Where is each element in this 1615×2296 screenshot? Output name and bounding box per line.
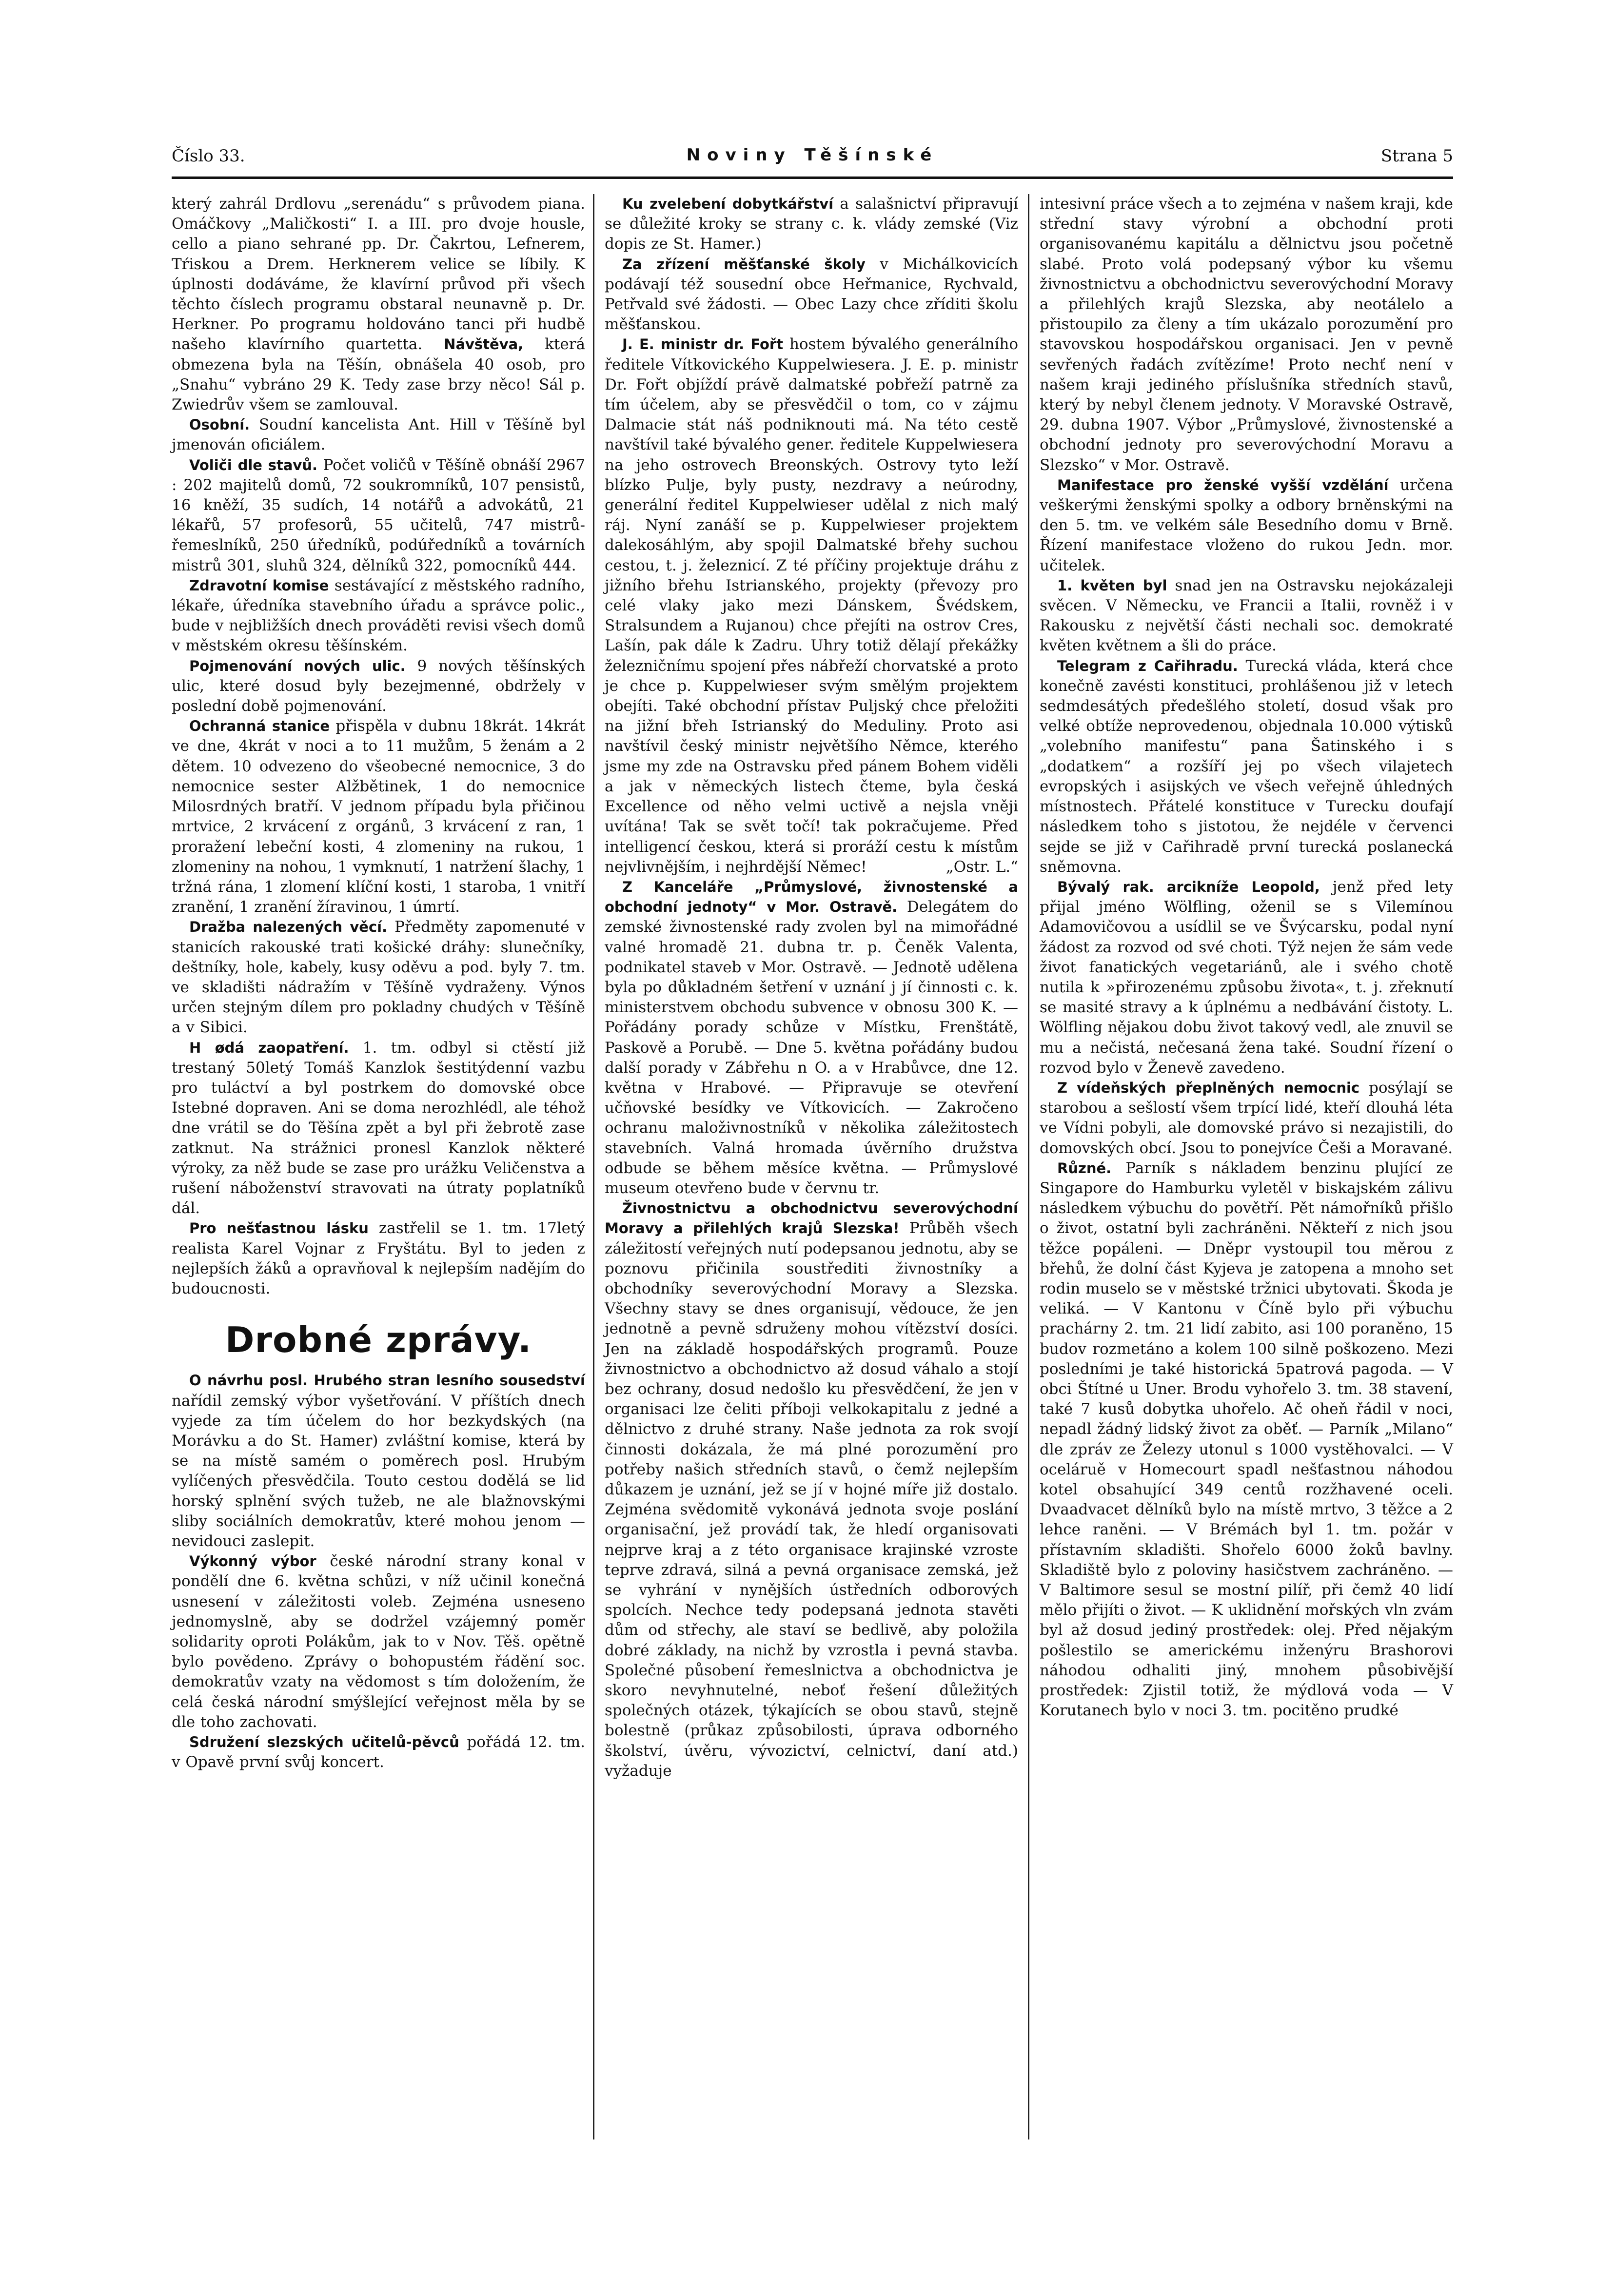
column-2 (605, 194, 1018, 2154)
article-paragraph: Bývalý rak. arcikníže Leopold, jenž před lety přijal jméno Wölfling, oženil se s Vilemínou Adamovičovou a usídlil se ve Švýcarsku, podal nyní žádost za rozvod od své choti. Týž nejen že sám vede život fanatických vegetariánů, ale i svého chotě nutila k »přirozenému způsobu života«, t. j. zřeknutí se masité stravy a k úplnému a nedbávání čistoty. L. Wölfling nějakou dobu život takový vedl, ale znuvil se mu a nečistá, nečesaná žena také. Soudní řízení o rozvod bylo v Ženevě zavedeno. (1040, 878, 1453, 1077)
article-paragraph: Z vídeňských přeplněných nemocnic posýlají se starobou a sešlostí všem trpící lidé, kteří dlouhá léta ve Vídni pobyli, ale domovské právo si nezajistili, do domovských obcí. Jsou to ponejvíce Češi a Moravané. (1040, 1079, 1453, 1157)
page-header (172, 141, 1453, 171)
article-paragraph: Z Kanceláře „Průmyslové, živnostenské a obchodní jednoty“ v Mor. Ostravě. Delegátem do zemské živnostenské rady zvolen byl na mimořádné valné hromadě 21. dubna tr. p. Čeněk Valenta, podnikatel staveb v Mor. Ostravě. — Jednotě udělena byla po důkladném šetření v uznání j jí činnosti c. k. ministerstvem obchodu subvence v obnosu 300 K. — Pořádány porady schůze v Místku, Frenštátě, Paskově a Porubě. — Dne 5. května pořádány budou další porady v Zábřehu n O. a v Hrabůvce, dne 12. května v Hrabové. — Připravuje se otevření učňovské besídky ve Vítkovicích. — Zakročeno ochranu maloživnostníků v několika záležitostech stavebních. Valná hromada úvěrního družstva odbude se během měsíce května. — Průmyslové museum otevřeno bude v červnu tr. (605, 878, 1018, 1197)
article-paragraph: Manifestace pro ženské vyšší vzdělání určena veškerými ženskými spolky a odbory brněnskými na den 5. tm. ve velkém sále Besedního domu v Brně. Řízení manifestace vloženo do rukou Jedn. mor. učitelek. (1040, 476, 1453, 574)
article-paragraph: Pro nešťastnou lásku zastřelil se 1. tm. 17letý realista Karel Vojnar z Fryštátu. Byl to jeden z nejlepších žáků a opravňoval k nejlepším nadějím do budoucnosti. (172, 1219, 585, 1297)
article-paragraph: O návrhu posl. Hrubého stran lesního sousedství nařídil zemský výbor vyšetřování. V příštích dnech vyjede za tím účelem do hor bezkydských (na Morávku a do St. Hamer) zvláštní komise, která by se na místě samém o poměrech posl. Hrubým vylíčených přesvědčila. Touto cestou dodělá se lid horský splnění svých tužeb, ne ale blažnovskými sliby sociálních demokratův, které mohou jenom — nevidouci zaslepit. (172, 1372, 585, 1550)
column-3 (1040, 194, 1453, 2154)
article-paragraph: 1. květen byl snad jen na Ostravsku nejokázaleji svěcen. V Německu, ve Francii a Italii, rovněž i v Rakousku z největší části nechali soc. demokraté květen květnem a šli do práce. (1040, 576, 1453, 655)
article-paragraph: Osobní. Soudní kancelista Ant. Hill v Těšíně byl jmenován oficiálem. (172, 416, 586, 454)
article-paragraph: Pojmenování nových ulic. 9 nových těšínských ulic, které dosud byly bezejmenné, obdržely v poslední době pojmenování. (172, 657, 585, 715)
article-paragraph: Voliči dle stavů. Počet voličů v Těšíně obnáší 2967 : 202 majitelů domů, 72 soukromníků, 107 pensistů, 16 kněží, 35 sudích, 14 notářů a advokátů, 21 lékařů, 57 profesorů, 55 učitelů, 747 mistrů-řemeslníků, 250 úředníků, podúředníků a továrních mistrů 301, sluhů 324, dělníků 322, pomocníků 444. (172, 456, 585, 574)
article-paragraph: Ochranná stanice přispěla v dubnu 18krát. 14krát ve dne, 4krát v noci a to 11 mužům, 5 ženám a 2 dětem. 10 odvezeno do všeobecné nemocnice, 3 do nemocnice sester Alžbětinek, 1 do nemocnice Milosrdných bratří. V jednom případu byla přičinou mrtvice, 2 krvácení z orgánů, 3 krvácení z ran, 1 proražení lebeční kosti, 4 zlomeniny na rukou, 1 zlomeniny na nohou, 1 vymknutí, 1 natržení šlachy, 1 tržná rána, 1 zlomení klíční kosti, 1 staroba, 1 vnitří zranění, 1 zranění žíravinou, 1 úmrtí. (172, 717, 585, 916)
article-signature: „Ostr. L.“ (945, 858, 1018, 876)
column-divider (593, 194, 594, 2139)
article-paragraph: Sdružení slezských učitelů-pěvců pořádá 12. tm. v Opavě první svůj koncert. (172, 1733, 585, 1771)
column-divider (1028, 194, 1029, 2139)
article-paragraph: Za zřízení měšťanské školy v Michálkovicích podávají též sousední obce Heřmanice, Rychvald, Petřvald své žádosti. — Obec Lazy chce zříditi školu měšťanskou. (605, 255, 1019, 334)
article-paragraph: Telegram z Cařihradu. Turecká vláda, která chce konečně zavésti konstituci, prohlášenou již v letech sedmdesátých předešlého století, dosud však pro velké obtíže neprovedenou, objednala 10.000 výtisků „volebního manifestu“ pana Šatinského i s „dodatkem“ a rozšíří jej po všech vilajetech evropských i asijských ve všech veřejně úhledných místnostech. Přátelé konstituce v Turecku doufají následkem toho s jistotou, že nejdéle v červenci sejde se již v Cařihradě první turecká poslanecká sněmovna. (1040, 657, 1453, 876)
article-paragraph: Zdravotní komise sestávající z městského radního, lékaře, úředníka stavebního úřadu a správce polic., bude v nejbližších dnech prováděti revisi všech domů v městském okresu těšínském. (172, 576, 585, 655)
article-paragraph: intesivní práce všech a to zejména v našem kraji, kde střední stavy výrobní a obchodní proti organisovanému kapitálu a dělnictvu jsou početně slabé. Proto volá podepsaný výbor ku všemu živnostnictvu a obchodnictvu severovýchodní Moravy a přilehlých krajů Slezska, aby neotálelo a přistoupilo za členy a tím ukázalo porozumění pro stavovskou hospodářskou organisaci. Jen v pevně sevřených řadách zvítězíme! Proto nechť není v našem kraji jediného příslušníka středních stavů, který by nebyl členem jednoty. V Moravské Ostravě, 29. dubna 1907. Výbor „Průmyslové, živnostenské a obchodní jednoty pro severovýchodní Moravu a Slezsko“ v Mor. Ostravě. (1040, 195, 1453, 474)
article-paragraph: Dražba nalezených věcí. Předměty zapomenuté v stanicích rakouské trati košické dráhy: slunečníky, deštníky, hole, kabely, kusy oděvu a pod. byly 7. tm. ve skladišti nádražím v Těšíně vydraženy. Výnos určen stejným dílem pro pokladny chudých v Těšíně a v Sibici. (172, 918, 585, 1037)
section-heading: Drobné zprávy. (225, 1319, 532, 1361)
issue-number: Číslo 33. (172, 146, 245, 166)
article-paragraph: Živnostnictvu a obchodnictvu severovýchodní Moravy a přilehlých krajů Slezska! Průběh všech záležitostí veřejných nutí podepsanou jednotu, aby se poznovu přičinila soustřediti živnostníky a obchodníky severovýchodní Moravy a Slezska. Všechny stavy se dnes organisují, vědouce, že jen jednotně a pevně sdruženy mohou vítězství dosíci. Jen na základě hospodářských programů. Pouze živnostnictvo a obchodnictvo až dosud váhalo a stojí bez ochrany, dosud nedošlo ku přesvědčení, že jen v organisaci lze čeliti příboji velkokapitalu z jedné a dělnictvo z druhé strany. Naše jednota za rok svojí činnosti dokázala, že má plné porozumění pro potřeby našich středních stavů, o čemž nejlepším důkazem je uznání, jež se jí v hojné míře již dostalo. Zejména svědomitě vykonává jednota svoje poslání organisační, jež provádí tak, že hledí organisovati nejprve kraj a z této organisace krajinské vzroste teprve zdravá, silná a pevná organisace zemská, jež se vyhrání v nynějších ústředních odborových spolcích. Nechce tedy podepsaná jednota stavěti dům od střechy, ale staví se bedlivě, aby položila dobré základy, na nichž by vzrostla i pevná stavba. Společné působení řemeslnictva a obchodnictva je skoro nevyhnutelné, neboť řešení důležitých společných otázek, týkajících se obou stavů, stejně bolestně (průkaz způsobilosti, úprava odborného školství, úvěru, vývozictví, celnictví, daní atd.) vyžaduje (605, 1200, 1019, 1780)
article-paragraph: Různé. Parník s nákladem benzinu plující ze Singapore do Hamburku vyletěl v biskajském zálivu následkem výbuchu do povětří. Pět námořníků přišlo o život, ostatní byli zachráněni. Někteří z nich jsou těžce popáleni. — Dněpr vystoupil tou měrou z břehů, že dolní část Kyjeva je zatopena a mnoho set rodin muselo se v městské tržnici ubytovati. Škoda je veliká. — V Kantonu v Číně bylo při výbuchu prachárny 2. tm. 21 lidí zabito, asi 100 poraněno, 15 budov rozmetáno a kolem 100 silně poškozeno. Mezi posledními je také historická 5patrová pagoda. — V obci Štítné u Uner. Brodu vyhořelo 3. tm. 38 stavení, také 7 kusů dobytka uhořelo. Ač oheň řádil v noci, nepadl žádný lidský život za oběť. — Parník „Milano“ dle zpráv ze Železy utonul s 1000 vystěhovalci. — V oceláruě v Homecourt spadl nešťastnou náhodou kotel obsahující 349 centů rozžhavené oceli. Dvaadvacet dělníků bylo na místě mrtvo, 3 těžce a 2 lehce raněni. — V Brémách byl 1. tm. požár v přístavním skladišti. Shořelo 6000 žoků bavlny. Skladiště bylo z poloviny hasičstvem zachráněno. — V Baltimore sesul se mostní pilíř, při čemž 40 lidí mělo přijíti o život. — K uklidnění mořských vln zvám byl až dosud jediný prostředek: olej. Před nějakým pošlestilo se americkému inženýru Brashorovi náhodou odhaliti jiný, mnohem působivější prostředek: Zjistil totiž, že mýdlová voda — V Korutanech bylo v noci 3. tm. pocitěno prudké (1040, 1159, 1453, 1720)
article-paragraph: Výkonný výbor české národní strany konal v pondělí dne 6. května schůzi, v níž učinil konečná usnesení v záležitosti voleb. Zejména usneseno jednomyslně, aby se dodržel vzájemný poměr solidarity oproti Polákům, jak to v Nov. Těš. opětně bylo povědeno. Zprávy o bohopustém řádění soc. demokratův vzaty na vědomost s tím doložením, že celá česká národní smýšlející veřejnost měla by se dle toho zachovati. (172, 1552, 585, 1731)
article-paragraph: H ødá zaopatření. 1. tm. odbyl si ctěstí již trestaný 50letý Tomáš Kanzlok šestitýdenní vazbu pro tuláctví a byl postrkem do domovské obce Istebné dopraven. Ani se doma nerozhlédl, ale téhož dne vrátil se do Těšína zpět a byl při žebrotě zase zatknut. Na strážnici pronesl Kanzlok některé výroky, za něž bude se zase pro urážku Veličenstva a rušení náboženství stravovati na útraty poplatníků dál. (172, 1039, 586, 1217)
newspaper-title: Noviny Těšínské (686, 145, 939, 165)
article-paragraph: Ku zvelebení dobytkářství a salašnictví připravují se důležité kroky se strany c. k. vlády zemské (Viz dopis ze St. Hamer.) (605, 195, 1018, 253)
article-paragraph: J. E. ministr dr. Fořt hostem bývalého generálního ředitele Vítkovického Kuppelwiesera. J. E. p. ministr Dr. Fořt objíždí právě dalmatské pobřeží patrně za tím účelem, aby se přesvědčil o tom, co v zájmu Dalmacie stát náš podniknouti má. Na této cestě navštívil také bývalého gener. ředitele Kuppelwiesera na jeho ostrovech Breonských. Ostrovy tyto leží blízko Pulje, byly pusty, nezdravy a neúrodny, generální ředitel Kuppelwieser udělal z nich malý ráj. Nyní zanáší se p. Kuppelwieser projektem dalekosáhlým, aby spojil Dalmatské břehy suchou cestou, t. j. železnicí. Z té příčiny projektuje dráhu z jižního břehu Istrianského, projekty (převozy pro celé vlaky jako mezi Dánskem, Švédskem, Stralsundem a Rujanou) chce přejíti na ostrov Cres, Lašín, pak dále k Zadru. Uhry totiž dělají překážky železničnímu spojení přes nábřeží chorvatské a proto je chce p. Kuppelwieser svým smělým projektem obejíti. Také obchodní přístav Puljský chce přeložiti na jižní břeh Istrianský do Meduliny. Proto asi navštívil český ministr největšího Němce, kterého jsme my zde na Ostravsku před pánem Bohem viděli a jak v německých listech čteme, byla česká Excellence od něho velmi uctivě a nejsla vněji uvítána! Tak se svět točí! tak pokračujeme. Před intelligencí českou, která si proráží cestu k místům nejvlivnějším, i nejhrdější Němec! „Ostr. L.“ (605, 334, 1018, 877)
column-1 (172, 194, 585, 2154)
article-paragraph: který zahrál Drdlovu „serenádu“ s průvodem piana. Omáčkovy „Maličkosti“ I. a III. pro dvoje housle, cello a piano sehrané pp. Dr. Čakrtou, Lefnerem, Tŕiskou a Drem. Herknerem velice se líbily. K úplnosti dodáváme, že klavírní průvod při všech těchto číslech programu obstaral neunavně p. Dr. Herkner. Po programu holdováno tanci při hudbě našeho klavírního quartetta. Návštěva, která obmezena byla na Těšín, obnášela 40 osob, pro „Snahu“ vybráno 29 K. Tedy zase brzy něco! Sál p. Zwiedrův všem se zamlouval. (172, 195, 586, 414)
header-rule (172, 177, 1453, 179)
page-number: Strana 5 (1380, 146, 1453, 166)
